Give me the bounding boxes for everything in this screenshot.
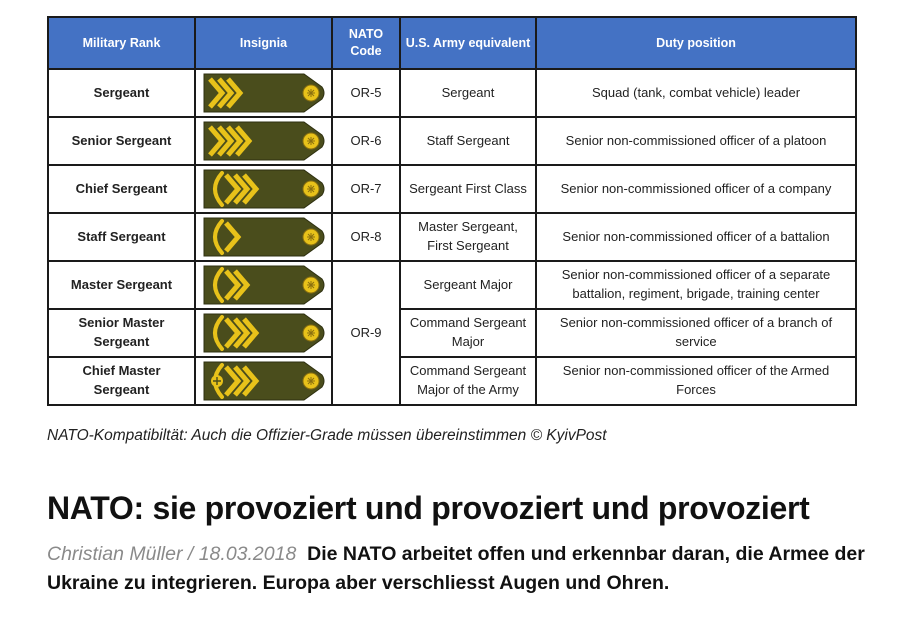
table-row [48, 165, 856, 213]
header-nato-code: NATO Code [332, 17, 400, 69]
rank-cell: Senior Sergeant [48, 117, 195, 165]
table-row [48, 69, 856, 117]
us-equivalent-cell: Command Sergeant Major of the Army [400, 357, 536, 405]
arc-2-chevron-strap-icon [200, 263, 328, 307]
table-row [48, 117, 856, 165]
4-chevron-strap-icon [200, 119, 328, 163]
rank-table-image [47, 16, 855, 406]
header-duty-position: Duty position [536, 17, 856, 69]
us-equivalent-cell: Master Sergeant, First Sergeant [400, 213, 536, 261]
insignia-cell [195, 165, 332, 213]
us-equivalent-cell: Sergeant [400, 69, 536, 117]
us-equivalent-cell: Sergeant First Class [400, 165, 536, 213]
arc-3-chevron-strap-icon [200, 167, 328, 211]
rank-cell: Chief Sergeant [48, 165, 195, 213]
image-caption: NATO-Kompatibiltät: Auch die Offizier-Grade müssen übereinstimmen © KyivPost [47, 427, 607, 444]
article-headline[interactable]: NATO: sie provoziert und provoziert und provoziert [47, 490, 810, 526]
rank-cell: Senior Master Sergeant [48, 309, 195, 357]
nato-code-cell: OR-8 [332, 213, 400, 261]
lead-text: Die NATO arbeitet offen und erkennbar daran, die Armee der Ukraine zu integrieren. Europa aber verschliesst Augen und Ohren. [47, 543, 865, 594]
us-equivalent-cell: Sergeant Major [400, 261, 536, 309]
duty-position-cell: Squad (tank, combat vehicle) leader [536, 69, 856, 117]
rank-cell: Staff Sergeant [48, 213, 195, 261]
duty-position-cell: Senior non-commissioned officer of a platoon [536, 117, 856, 165]
insignia-cell [195, 357, 332, 405]
table-row [48, 213, 856, 261]
us-equivalent-cell: Staff Sergeant [400, 117, 536, 165]
insignia-cell [195, 117, 332, 165]
rank-cell: Sergeant [48, 69, 195, 117]
nato-code-cell-merged: OR-9 [332, 261, 400, 405]
rank-table [47, 16, 857, 406]
duty-position-cell: Senior non-commissioned officer of a branch of service [536, 309, 856, 357]
table-row [48, 261, 856, 309]
insignia-cell [195, 309, 332, 357]
arc-1-chevron-strap-icon [200, 215, 328, 259]
rank-cell: Chief Master Sergeant [48, 357, 195, 405]
insignia-cell [195, 69, 332, 117]
nato-code-cell: OR-7 [332, 165, 400, 213]
us-equivalent-cell: Command Sergeant Major [400, 309, 536, 357]
header-us-army-equivalent: U.S. Army equivalent [400, 17, 536, 69]
rank-cell: Master Sergeant [48, 261, 195, 309]
duty-position-cell: Senior non-commissioned officer of a company [536, 165, 856, 213]
table-header-row [48, 17, 856, 69]
arc-star-3-chevron-strap-icon [200, 359, 328, 403]
duty-position-cell: Senior non-commissioned officer of a separate battalion, regiment, brigade, training center [536, 261, 856, 309]
header-insignia: Insignia [195, 17, 332, 69]
header-military-rank: Military Rank [48, 17, 195, 69]
3-chevron-strap-icon [200, 71, 328, 115]
arc-3-chevron-strap-icon [200, 311, 328, 355]
insignia-cell [195, 261, 332, 309]
nato-code-cell: OR-6 [332, 117, 400, 165]
article-lead [47, 540, 867, 598]
duty-position-cell: Senior non-commissioned officer of a battalion [536, 213, 856, 261]
table-row [48, 357, 856, 405]
table-row [48, 309, 856, 357]
duty-position-cell: Senior non-commissioned officer of the Armed Forces [536, 357, 856, 405]
nato-code-cell: OR-5 [332, 69, 400, 117]
insignia-cell [195, 213, 332, 261]
author-date: Christian Müller / 18.03.2018 [47, 543, 297, 565]
